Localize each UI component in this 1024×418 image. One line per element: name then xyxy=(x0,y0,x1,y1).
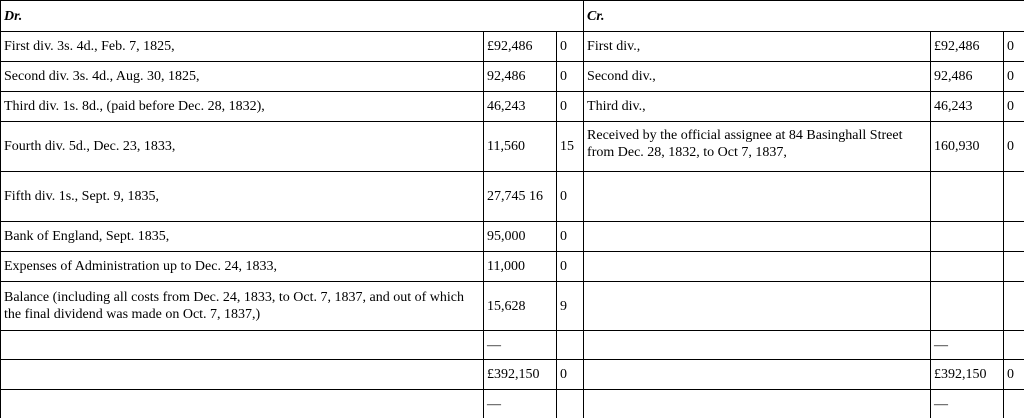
table-row xyxy=(1,32,1024,62)
debit-description: Balance (including all costs from Dec. 24, 1833, to Oct. 7, 1837, and out of which the final dividend was made on Oct. 7, 1837,) xyxy=(1,282,484,331)
debit-description xyxy=(1,331,484,360)
debit-subunit: 0 xyxy=(557,32,584,62)
credit-subunit xyxy=(1004,390,1024,418)
table-row xyxy=(1,222,1024,252)
debit-subunit: 0 xyxy=(557,172,584,222)
credit-pounds xyxy=(931,282,1004,331)
table-row xyxy=(1,390,1024,418)
credit-subunit: 0 xyxy=(1004,32,1024,62)
debit-subunit: 0 xyxy=(557,360,584,390)
debit-pounds: 15,628 xyxy=(484,282,557,331)
debit-description: First div. 3s. 4d., Feb. 7, 1825, xyxy=(1,32,484,62)
debit-header: Dr. xyxy=(1,1,584,32)
debit-pounds: 11,560 xyxy=(484,122,557,172)
credit-description xyxy=(584,222,931,252)
credit-description xyxy=(584,360,931,390)
credit-description: Third div., xyxy=(584,92,931,122)
table-row xyxy=(1,252,1024,282)
table-row xyxy=(1,62,1024,92)
debit-pounds: £92,486 xyxy=(484,32,557,62)
credit-pounds xyxy=(931,252,1004,282)
credit-description: Second div., xyxy=(584,62,931,92)
credit-subunit xyxy=(1004,222,1024,252)
credit-description: Received by the official assignee at 84 Basinghall Street from Dec. 28, 1832, to Oct 7, 1837, xyxy=(584,122,931,172)
debit-subunit xyxy=(557,331,584,360)
debit-description xyxy=(1,390,484,418)
credit-rule: — xyxy=(931,390,1004,418)
totals-row xyxy=(1,360,1024,390)
credit-description: First div., xyxy=(584,32,931,62)
credit-subunit xyxy=(1004,282,1024,331)
credit-subunit xyxy=(1004,172,1024,222)
credit-description xyxy=(584,172,931,222)
credit-subunit: 0 xyxy=(1004,62,1024,92)
debit-subunit: 0 xyxy=(557,252,584,282)
debit-pounds: 92,486 xyxy=(484,62,557,92)
credit-header: Cr. xyxy=(584,1,1024,32)
credit-rule: — xyxy=(931,331,1004,360)
debit-pounds: 95,000 xyxy=(484,222,557,252)
credit-total: £392,150 xyxy=(931,360,1004,390)
table-row xyxy=(1,282,1024,331)
debit-subunit xyxy=(557,390,584,418)
debit-total: £392,150 xyxy=(484,360,557,390)
credit-subunit: 0 xyxy=(1004,360,1024,390)
credit-pounds xyxy=(931,222,1004,252)
table-row xyxy=(1,172,1024,222)
debit-subunit: 0 xyxy=(557,222,584,252)
credit-description xyxy=(584,331,931,360)
credit-description xyxy=(584,252,931,282)
debit-description: Fourth div. 5d., Dec. 23, 1833, xyxy=(1,122,484,172)
credit-pounds: 160,930 xyxy=(931,122,1004,172)
debit-pounds: 46,243 xyxy=(484,92,557,122)
table-row xyxy=(1,92,1024,122)
table-row xyxy=(1,331,1024,360)
credit-subunit xyxy=(1004,331,1024,360)
credit-pounds: £92,486 xyxy=(931,32,1004,62)
debit-subunit: 9 xyxy=(557,282,584,331)
credit-subunit xyxy=(1004,252,1024,282)
debit-subunit: 0 xyxy=(557,62,584,92)
debit-subunit: 0 xyxy=(557,92,584,122)
credit-pounds xyxy=(931,172,1004,222)
debit-pounds: 11,000 xyxy=(484,252,557,282)
debit-description: Bank of England, Sept. 1835, xyxy=(1,222,484,252)
header-row xyxy=(1,1,1024,32)
debit-description: Second div. 3s. 4d., Aug. 30, 1825, xyxy=(1,62,484,92)
credit-pounds: 46,243 xyxy=(931,92,1004,122)
debit-description: Third div. 1s. 8d., (paid before Dec. 28, 1832), xyxy=(1,92,484,122)
debit-description: Fifth div. 1s., Sept. 9, 1835, xyxy=(1,172,484,222)
debit-description: Expenses of Administration up to Dec. 24, 1833, xyxy=(1,252,484,282)
debit-subunit: 15 xyxy=(557,122,584,172)
credit-subunit: 0 xyxy=(1004,92,1024,122)
table-row xyxy=(1,122,1024,172)
credit-description xyxy=(584,390,931,418)
credit-pounds: 92,486 xyxy=(931,62,1004,92)
debit-pounds: 27,745 16 xyxy=(484,172,557,222)
debit-description xyxy=(1,360,484,390)
debit-rule: — xyxy=(484,390,557,418)
debit-rule: — xyxy=(484,331,557,360)
credit-subunit: 0 xyxy=(1004,122,1024,172)
credit-description xyxy=(584,282,931,331)
